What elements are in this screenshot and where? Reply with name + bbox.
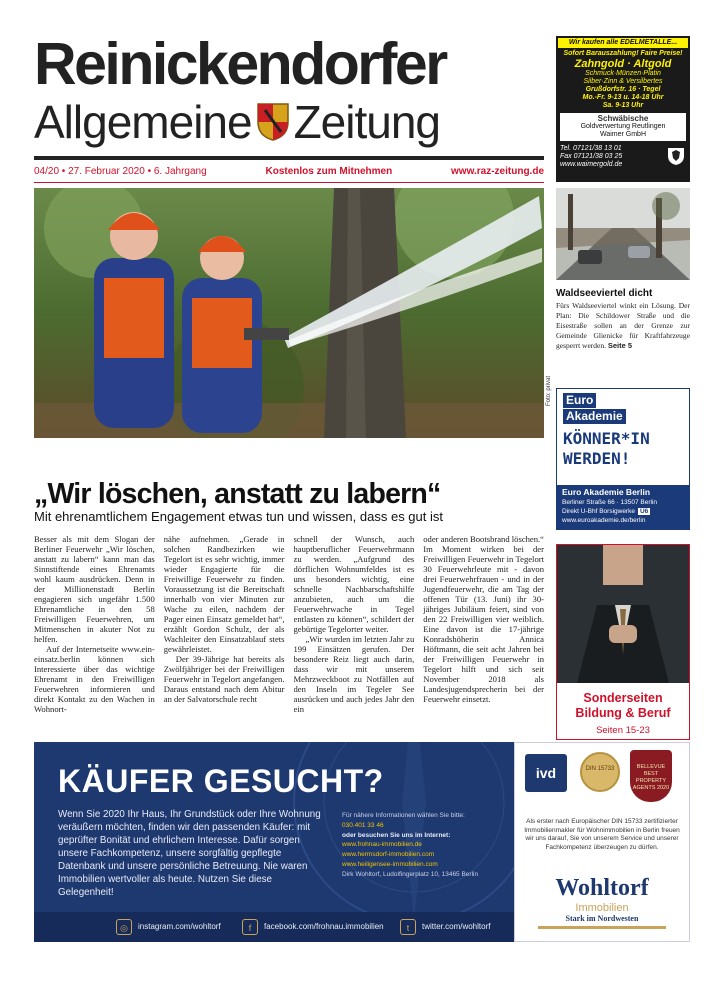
masthead-zeitung: Zeitung <box>293 96 441 148</box>
bellevue-award-badge: BELLEVUE BEST PROPERTY AGENTS 2020 <box>630 750 672 802</box>
free-notice: Kostenlos zum Mitnehmen <box>265 166 393 177</box>
street-photo <box>556 188 690 280</box>
article-col2-p2: Der 39-Jährige hat bereits als Zwölfjähriger bei der Freiwilligen Feuerwehr in Tegelort angefangen. Daraus entstand nach dem Abitur an der Salvatorschule recht <box>163 654 285 704</box>
special-pages-title: Sonderseiten <box>583 691 663 705</box>
gold-ad-line1: Schmuck·Münzen·Platin <box>585 70 661 77</box>
gold-buyer-ad[interactable] <box>556 36 690 182</box>
din-seal: DIN 15733 <box>580 752 620 792</box>
gold-ad-company3: Waimer GmbH <box>599 131 647 138</box>
reinickendorf-crest-icon <box>256 102 290 142</box>
article-col1-p2: Auf der Internetseite www.ein-einsatz.berlin können sich Interessierte über das wichtige Ehrenamt in den Freiwilligen Feuerwehren informieren und direkt Kontakt zu den Wachen in Wohnort- <box>34 644 155 714</box>
article-column-3 <box>294 534 415 737</box>
wohltorf-logo-sub: Immobilien <box>575 902 629 914</box>
ad-body: Wenn Sie 2020 Ihr Haus, Ihr Grundstück oder Ihre Wohnung veräußern möchten, finden wir den passenden Käufer: mit geprüfter Bonität und ehrlichem Interesse. Dafür sorgen unsere Fachkompetenz, unsere sorgfältig gepflegte Datenbank und unsere persönliche Betreuung. Nie waren Immobilien wertvoller als heute. Nutzen Sie diese Gelegenheit! <box>58 809 321 898</box>
gold-ad-head: Wir kaufen alle EDELMETALLE... <box>558 38 688 48</box>
ad-web2[interactable]: www.hermsdorf-immobilien.com <box>342 851 435 859</box>
facebook-link[interactable] <box>242 916 384 938</box>
instagram-link[interactable] <box>116 916 221 938</box>
twitter-icon: t <box>400 919 416 935</box>
teaser-title: Waldseeviertel dicht <box>556 288 653 299</box>
teaser-text: Fürs Waldseeviertel winkt ein Lösung. Der Plan: Die Schildower Straße und die Eisestraße sollen an der Grenze zur Gemeinde Glienicke für Kraftfahrzeuge gesperrt werden. <box>556 301 690 350</box>
gold-ad-sub: Sofort Barauszahlung! Faire Preise! <box>563 50 683 57</box>
euro-address: Berliner Straße 66 · 13507 Berlin <box>562 499 658 506</box>
ad-phone[interactable]: 030.401 33 46 <box>342 821 384 829</box>
teaser-body <box>556 301 690 351</box>
twitter-text: twitter.com/wohltorf <box>422 922 491 931</box>
article-column-2 <box>164 534 285 737</box>
gold-ad-company2: Goldverwertung Reutlingen <box>580 123 666 130</box>
ad-address: Dirk Wohltorf, Ludolfingerplatz 10, 13465 Berlin <box>342 870 479 878</box>
euro-slogan-line2: WERDEN! <box>563 449 631 468</box>
issue-info: 04/20 • 27. Februar 2020 • 6. Jahrgang <box>34 166 207 177</box>
hero-photo-firefighters <box>34 188 544 438</box>
wohltorf-rule <box>538 926 666 929</box>
masthead-rule <box>34 156 544 160</box>
instagram-icon: ◎ <box>116 919 132 935</box>
euro-ad-contact <box>557 485 689 529</box>
gold-ad-company <box>560 113 686 141</box>
wohltorf-tagline: Stark im Nordwesten <box>565 914 639 923</box>
ad-web1[interactable]: www.frohnau-immobilien.de <box>342 841 422 849</box>
instagram-text: instagram.com/wohltorf <box>138 922 221 931</box>
teaser-page-ref[interactable]: Seite 5 <box>607 341 633 350</box>
gold-ad-web: www.waimergold.de <box>560 161 623 168</box>
businessman-illustration <box>557 545 689 683</box>
masthead-title-line2 <box>34 96 534 148</box>
euro-web[interactable]: www.euroakademie.de/berlin <box>562 517 646 524</box>
masthead-title-line1: Reinickendorfer <box>34 31 446 97</box>
ad-contact-info <box>342 811 514 880</box>
dateline-rule <box>34 182 544 183</box>
article-headline: „Wir löschen, anstatt zu labern“ <box>34 478 441 510</box>
website-link[interactable]: www.raz-zeitung.de <box>451 166 544 177</box>
ad-certification-text: Als erster nach Europäischer DIN 15733 zertifizierter Immobilienmakler für Wohnimmobilien in Berlin freuen wir uns darauf, Sie von unserem Service und unserer Fachkompetenz überzeugen zu dürfen. <box>524 818 680 851</box>
twitter-link[interactable] <box>400 916 490 938</box>
ivd-logo: ivd <box>525 754 567 792</box>
article-col3-p2: „Wir wurden im letzten Jahr zu 199 Einsätzen gerufen. Der besondere Reiz liegt auch darin, dass wir mit unserem Mehrzweckboot zu Notfällen auf den Inseln im Tegeler See ausrücken und auch jedes Jahr den ein <box>293 634 415 714</box>
facebook-icon: f <box>242 919 258 935</box>
euro-tag-euro: Euro <box>563 393 596 408</box>
euro-transit-text: Direkt U-Bhf Borsigwerke <box>562 508 635 515</box>
city-crest-icon <box>666 146 686 166</box>
special-pages-box[interactable] <box>556 544 690 740</box>
photo-credit: Foto: privat <box>546 375 552 406</box>
euro-transit <box>562 507 684 516</box>
gold-ad-title: Zahngold · Altgold <box>574 58 672 70</box>
gold-ad-hours1: Mo.-Fr. 9-13 u. 14-18 Uhr <box>582 94 664 101</box>
ad-web-head: oder besuchen Sie uns im Internet: <box>342 831 451 839</box>
article-body <box>34 534 544 737</box>
euro-ad-top <box>557 389 689 485</box>
gold-ad-address: Grußdorfstr. 16 · Tegel <box>585 86 661 93</box>
hero-photo-illustration <box>34 188 544 438</box>
special-pages-ref: Seiten 15-23 <box>596 725 650 736</box>
street-photo-illustration <box>556 188 690 280</box>
article-col4-p1: oder anderen Bootsbrand löschen.“ Im Moment wirken bei der Freiwilligen Feuerwehr in Tegelort 30 Feuerwehrleute mit - davon drei Feuerwehrfrauen - und in der Jugendfeuerwehr, die am Tag der offenen Tür (13. Juni) ihr 30-jähriges Jubiläum feiert, sind von den 22 Freiwilligen vier weiblich. Eine davon ist die 17-jährige Konradshöherin Annica Höftmann, die seit acht Jahren bei der Freiwilligen Feuerwehr in Tegelort hilft und sich seit November 2018 als Landesjugendsprecherin bei der Feuerwehr einsetzt. <box>423 534 544 704</box>
euro-slogan-line1: KÖNNER*IN <box>563 429 650 448</box>
u6-badge: U6 <box>639 508 649 515</box>
gold-ad-fax: Fax 07121/38 03 25 <box>560 153 623 160</box>
article-col2-p1: nähe aufnehmen. „Gerade in solchen Randbezirken wie Tegelort ist es sehr wichtig, immer wieder Engagierte für die Freiwillige Feuerwehr zu finden. Voraussetzung ist die Bereitschaft innerhalb von vier Minuten zur Wache zu eilen, nachdem der Pager einen Einsatz gemeldet hat“, erzählt Gordon Schulz, der als Wachleiter den Einsatzablauf stets gewährleistet. <box>163 534 285 654</box>
masthead-allgemeine: Allgemeine <box>34 96 252 148</box>
euro-akademie-ad[interactable] <box>556 388 690 530</box>
special-pages-topic: Bildung & Beruf <box>575 706 671 720</box>
wohltorf-logo: Wohltorf <box>555 875 649 901</box>
businessman-photo <box>557 545 689 683</box>
article-column-4 <box>423 534 544 737</box>
gold-ad-company1: Schwäbische <box>597 114 649 123</box>
article-col1-p1: Besser als mit dem Slogan der Berliner Feuerwehr „Wir löschen, anstatt zu labern“ kann man das Sinnstiftende eines Ehrenamts wohl kaum ausdrücken. Denn in der Millionenstadt Berlin engagieren sich ungefähr 1.500 Ehrenamtliche in den 58 Freiwilligen Feuerwehren, um Mitmenschen in akuter Not zu helfen. <box>34 534 155 644</box>
gold-ad-tel: Tel. 07121/38 13 01 <box>560 145 622 152</box>
dateline <box>34 164 544 180</box>
ad-web3[interactable]: www.heiligensee-immobilien.com <box>342 860 438 868</box>
ad-info-head: Für nähere Informationen wählen Sie bitte: <box>342 812 465 819</box>
article-column-1 <box>34 534 155 737</box>
gold-ad-line2: Silber·Zinn & Versilbertes <box>583 78 663 85</box>
ad-title: KÄUFER GESUCHT? <box>58 763 384 799</box>
euro-tag-akademie: Akademie <box>563 409 626 424</box>
gold-ad-contact <box>556 144 690 170</box>
facebook-text: facebook.com/frohnau.immobilien <box>264 922 384 931</box>
article-col3-p1: schnell der Wunsch, auch hauptberuflicher Feuerwehrmann zu werden. „Aufgrund des dörflichen Wohnumfeldes ist es uns besonders wichtig, eine schnelle Nachbarschaftshilfe anzubieten, auch um die Feuerwehrwache in Tegel entlasten zu können“, schildert der gebürtige Tegelorter weiter. <box>293 534 415 634</box>
gold-ad-hours2: Sa. 9-13 Uhr <box>602 102 644 109</box>
article-subhead: Mit ehrenamtlichem Engagement etwas tun und wissen, dass es gut ist <box>34 509 443 524</box>
euro-name: Euro Akademie Berlin <box>562 487 651 497</box>
